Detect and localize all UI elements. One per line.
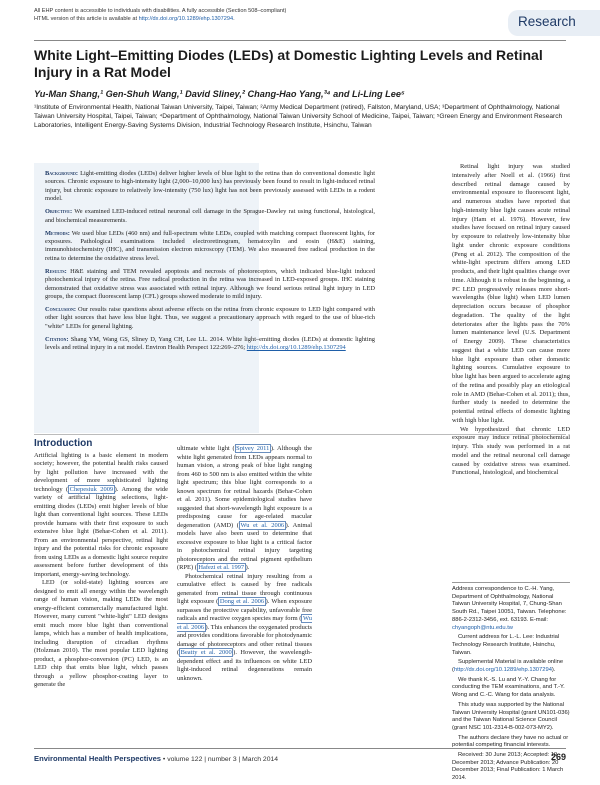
right-column-text — [452, 163, 570, 478]
html-version-link[interactable]: http://dx.doi.org/10.1289/ehp.1307294 — [138, 16, 234, 23]
intro-paragraph-4 — [177, 573, 312, 684]
right-column-paragraph-2: We hypothesized that chronic LED exposure may induce retinal photochemical injury. This study was performed in a rat model and the retinal neuronal cell damage caused by oxidative stress was examined. Functional, histological, and biochemical — [452, 425, 570, 477]
intro-paragraph-2: LED (or solid-state) lighting sources are designed to emit all energy within the wavelength range of human vision, making LEDs the most energy-efficient commercially manufactured light. However, many current "white-light" LED designs emit much more blue light than conventional lamps, which has a number of health implications, including disruption of circadian rhythms (Holzman 2010). The most popular LED lighting product, a phosphor-conversion (PC) LED, is an LED chip that emits blue light, which passes through a yellow phosphor-coating layer to generate the — [34, 579, 168, 688]
accessibility-notice — [34, 7, 364, 23]
abstract-citation — [45, 336, 375, 353]
journal-name: Environmental Health Perspectives — [34, 754, 162, 763]
page-number: 269 — [550, 752, 566, 762]
body-column-2 — [177, 445, 312, 683]
competing-interests: The authors declare they have no actual or potential competing financial interests. — [452, 734, 569, 749]
citation-wu-2006[interactable]: Wu et al. 2006 — [240, 521, 285, 529]
citation-wu-2006-b[interactable]: Wu et al. 2006 — [177, 615, 312, 631]
citation-beatty[interactable]: Beatty et al. 2000 — [180, 649, 232, 656]
intro-p1-text: Artificial lighting is a basic element in modern society; however, the potential health risks caused by light pollution have increased with the development of more sophisticated lighting technology ( — [34, 451, 168, 493]
intro-paragraph-1 — [34, 452, 168, 580]
current-address: Current address for L.-L. Lee: Industrial Technology Research Institute, Hsinchu, Taiwan. — [452, 634, 560, 656]
intro-p1-text-b: ). Among the wide variety of artificial lighting selections, light-emitting diodes (LEDs) emit higher levels of blue light than conventional light sources. These LEDs provide humans with their first exposure to such extensive blue light (Behar-Cohen et al. 2011). From an environmental perspective, retinal light injury and the potential risks for chronic exposure from using LEDs as a domestic light source require assessment before further development of this important, energy-saving technology. — [34, 485, 169, 578]
issue-info: • volume 122 | number 3 | March 2014 — [161, 756, 279, 763]
article-title: White Light–Emitting Diodes (LEDs) at Domestic Lighting Levels and Retinal Injury in a Rat Model — [34, 47, 543, 80]
citation-doi-link[interactable]: http://dx.doi.org/10.1289/ehp.1307294 — [246, 344, 346, 352]
notice-suffix: . — [233, 16, 235, 23]
citation-text: Shang YM, Wang GS, Sliney D, Yang CH, Lee LL. 2014. White light–emitting diodes (LEDs) at domestic lighting levels and retinal injury in a rat model. Environ Health Perspect 122:269–276; — [45, 335, 375, 352]
acknowledgments: We thank K.-S. Lu and Y.-Y. Chang for conducting the TEM examinations, and T.-Y. Wong and C.-C. Wang for data analysis. — [452, 676, 565, 699]
c2-text-a: ultimate white light ( — [177, 445, 235, 452]
citation-label: Citation: — [45, 335, 69, 343]
supplemental-suffix: ). — [551, 667, 556, 674]
background-label: Background: — [45, 170, 79, 177]
notice-prefix: HTML version of this article is available at — [34, 16, 139, 23]
abstract-methods — [45, 230, 375, 264]
address-text: Address correspondence to C.-H. Yang, Department of Ophthalmology, National Taiwan University Hospital, 7, Chung-Shan South Rd., Taipei 10051, Taiwan. Telephone: 886-2-2312-3456, ext. 63193. E-mail: — [452, 586, 567, 623]
right-column-paragraph-1: Retinal light injury was studied intensively after Noell et al. (1966) first described retinal damage caused by environmental exposure to fluorescent light, and numerous studies have reported that high-intensity blue light causes acute retinal injury (Ham et al. 1976). However, few studies have focused on retinal injury caused by exposure to relatively low-intensity blue light under chronic exposure conditions (Peng et al. 2012). The composition of the white-light spectrum differs among LED products, and their light qualities change over time. Although it is robust in the beginning, a PC LED progressively releases more short-wavelengths (blue light) when LED lumen depreciation occurs because of phosphor degradation. The quality of the light deteriorates after the lights pass the 70% lumen maintenance level (U.S. Department of Energy 2009). These characteristics suggest that a white LED can cause more blue light exposure than other domestic lighting sources. Cumulative exposure to blue light has been argued to accelerate aging of the retina and possibly play an etiological role in AMD (Behar-Cohen et al. 2011); thus, further study is needed to determine the potential retinal effects of domestic lighting with high blue light. — [452, 163, 570, 424]
notice-line-2 — [34, 15, 364, 23]
c2-text-h: ). However, the wavelength-dependent effect and its influences on white LED light-induced retinal degenerations remain unknown. — [177, 649, 312, 682]
abstract — [45, 170, 375, 357]
objective-label: Objective: — [45, 208, 73, 216]
funding-note: This study was supported by the National Taiwan University Hospital (grant UN101-036) and the Taiwan National Science Council (grant NSC 101-2314-B-002-073-MY2). — [452, 701, 570, 731]
conclusion-text: Our results raise questions about adverse effects on the retina from chronic exposure to LED light compared with other light sources that have less blue light. Thus, we suggest a precautionary approach with regard to the use of blue-rich "white" LEDs for general lighting. — [45, 305, 375, 330]
c2-text-b: ). Although the white light generated from LEDs appears normal to human vision, a strong peak of blue light ranging from 460 to 500 nm is also emitted within the white light spectrum; this blue light corresponds to a known spectrum for retinal hazards (Behar-Cohen et al. 2011). Some epidemiological studies have suggested that short-wavelength light exposure is a predisposing cause for age-related macular degeneration (AMD) ( — [177, 445, 312, 529]
footnote-divider — [452, 582, 570, 583]
citation-chepesiuk[interactable]: Chepesiuk 2009 — [69, 485, 114, 493]
header-divider — [34, 40, 566, 41]
citation-hafezi[interactable]: Hafezi et al. 1997 — [198, 564, 245, 571]
c2-text-d: ). — [245, 564, 250, 571]
results-label: Results: — [45, 267, 67, 275]
abstract-divider — [34, 434, 566, 435]
footer-divider — [34, 748, 566, 749]
affiliations: ¹Institute of Environmental Health, National Taiwan University, Taipei, Taiwan; ²Army Medical Department (retired), Fallston, Maryland, USA; ³Department of Ophthalmology, National Taiwan University Hospital, Taipei, Taiwan; ⁴Department of Ophthalmology, National Taiwan University School of Medicine, Taipei, Taiwan; ⁵Green Energy and Environment Research Laboratories, Intelligent Energy-Saving Systems Division, Industrial Technology Research Institute, Hsinchu, Taiwan — [34, 104, 563, 129]
publication-dates: Received: 30 June 2013; Accepted: 19 December 2013; Advance Publication: 20 December 2013; Final Publication: 1 March 2014. — [452, 752, 564, 782]
supplemental-note — [452, 659, 570, 674]
objective-text: We examined LED-induced retinal neuronal cell damage in the Sprague-Dawley rat using functional, histological, and biochemical measurements. — [45, 208, 375, 224]
section-heading-introduction: Introduction — [34, 438, 93, 449]
email-link[interactable]: chyangoph@ntu.edu.tw — [452, 624, 513, 631]
notice-line-1: All EHP content is accessible to individuals with disabilities. A fully accessible (Section 508–compliant) — [34, 8, 287, 14]
body-column-1 — [34, 440, 168, 690]
author-list: Yu-Man Shang,¹ Gen-Shuh Wang,¹ David Sliney,² Chang-Hao Yang,³⁴ and Li-Ling Lee⁵ — [34, 89, 405, 99]
abstract-objective — [45, 208, 375, 225]
supplemental-link[interactable]: http://dx.doi.org/10.1289/ehp.1307294 — [453, 667, 552, 674]
abstract-conclusion — [45, 306, 375, 331]
c2-text-g: ). This enhances the oxygenated products and provides conditions favorable for photodynamic damage of photoreceptors and other retinal tissues ( — [177, 623, 312, 656]
footer-journal — [34, 754, 278, 763]
conclusion-label: Conclusion: — [45, 305, 76, 313]
c2-text-f: ). When exposure surpasses the protective capability, unfavorable free radicals and reactive oxygen species may form ( — [177, 598, 313, 622]
abstract-background — [45, 170, 375, 204]
c2-text-c: ). Animal models have also been used to determine that excessive exposure to blue light is a critical factor in photochemical retinal injury targeting photoreceptors and the retinal pigment epithelium (RPE) ( — [177, 521, 312, 571]
correspondence-address — [452, 586, 570, 632]
section-label: Research — [518, 14, 576, 29]
methods-label: Methods: — [45, 229, 70, 237]
citation-dong[interactable]: Dong et al. 2006 — [219, 598, 265, 605]
c2-text-e: Photochemical retinal injury resulting from a cumulative effect is caused by free radicals generated from retinal tissue through continuous light exposure ( — [177, 572, 312, 605]
abstract-results — [45, 268, 375, 302]
intro-paragraph-3 — [177, 445, 312, 573]
section-tab — [508, 10, 600, 36]
methods-text: We used blue LEDs (460 nm) and full-spectrum white LEDs, coupled with matching compact fluorescent lights, for exposures. Pathological examinations included electroretinogram, hematoxylin and eosin (H&E) staining, immunohistochemistry (IHC), and transmission electron microscopy (TEM). We also measured free radical production in the retina to determine the oxidative stress level. — [45, 229, 376, 262]
citation-spivey[interactable]: Spivey 2011 — [236, 445, 270, 452]
results-text: H&E staining and TEM revealed apoptosis and necrosis of photoreceptors, which indicated blue-light induced photochemical injury of the retina. Free radical production in the retina was increased in LED-exposed groups. IHC staining demonstrated that oxidative stress was associated with retinal injury. Although we found serious retinal light injury in LED groups, the compact fluorescent lamp (CFL) groups showed moderate to mild injury. — [45, 267, 375, 301]
supplemental-text: Supplemental Material is available online ( — [452, 659, 564, 674]
background-text: Light-emitting diodes (LEDs) deliver higher levels of blue light to the retina than do conventional domestic light sources. Chronic exposure to high-intensity light (2,000–10,000 lux) has previously been found to result in light-induced retinal injury, but chronic exposure to relatively low-intensity (750 lux) light has not been previously assessed with LEDs in a rodent model. — [45, 170, 375, 203]
